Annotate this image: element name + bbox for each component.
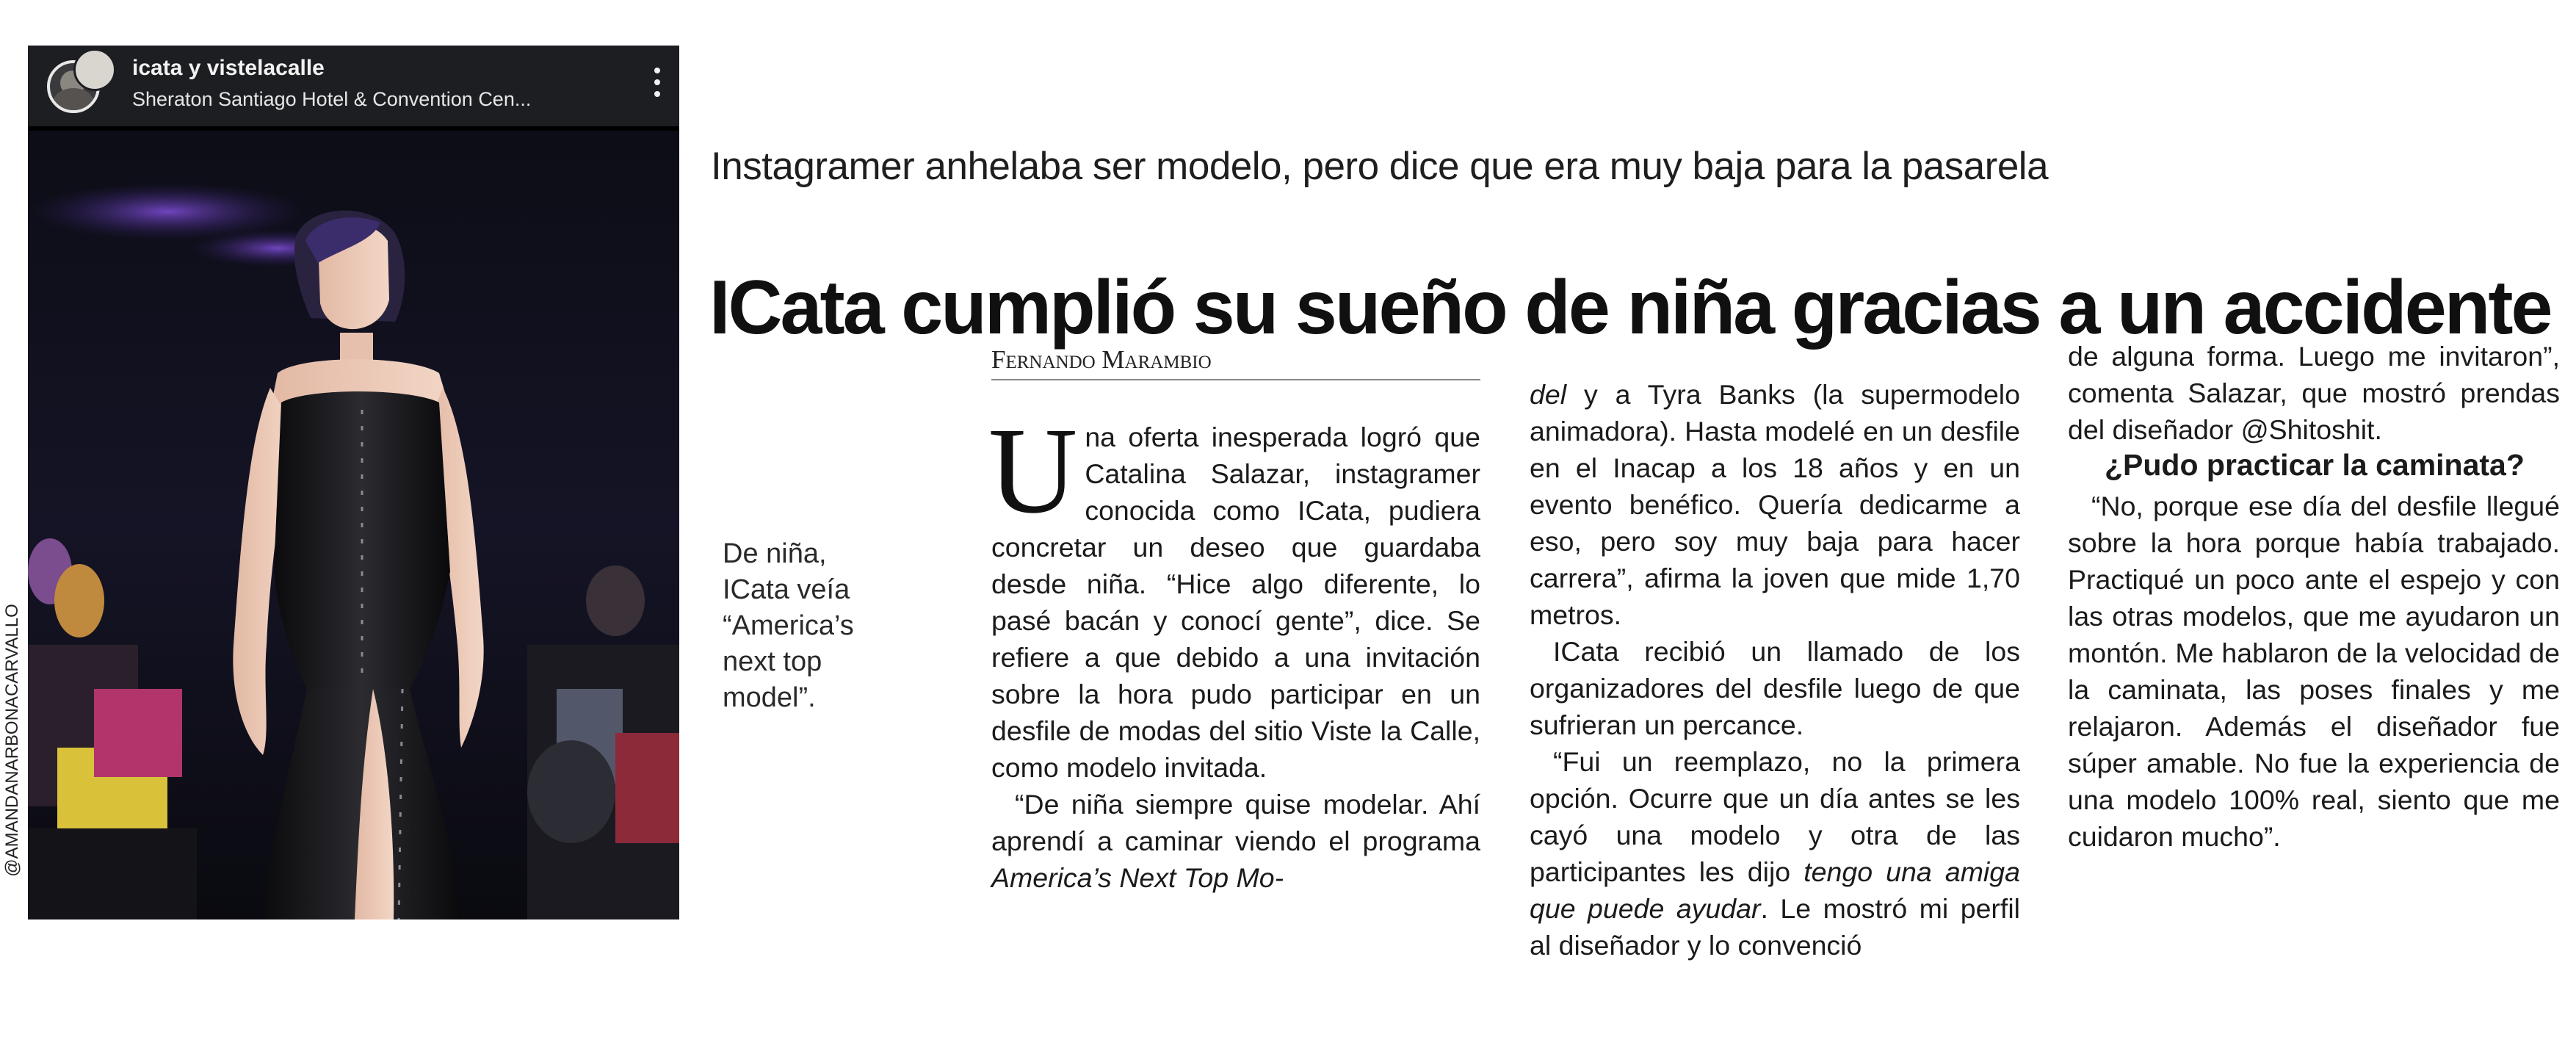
photo-credit-text: @AMANDANARBONACARVALLO bbox=[2, 604, 22, 877]
show-title-end: del bbox=[1530, 379, 1567, 410]
instagram-photo bbox=[28, 46, 679, 919]
interview-question: ¿Pudo practicar la caminata? bbox=[2105, 448, 2525, 482]
collab-avatar[interactable] bbox=[73, 48, 116, 91]
show-title: America’s Next Top Mo- bbox=[991, 862, 1284, 893]
drop-cap: U bbox=[988, 402, 1078, 539]
more-vertical-icon[interactable] bbox=[648, 65, 666, 101]
location-link[interactable]: Sheraton Santiago Hotel & Convention Cen... bbox=[132, 88, 532, 110]
article-column-1 bbox=[988, 402, 1480, 896]
article-paragraph: de alguna forma. Luego me invitaron”, comenta Salazar, que mostró prendas del diseñador @Shitoshit. bbox=[2068, 341, 2560, 445]
article-paragraph: “Fui un reemplazo, no la primera opción. Ocurre que un día antes se les cayó una modelo y otra de las participantes les dijo tengo una amiga que puede ayudar. Le mostró mi perfil al diseñador y lo convenció bbox=[1530, 746, 2021, 961]
article-paragraph: del y a Tyra Banks (la supermodelo animadora). Hasta modelé en un desfile en el Inacap a los 18 años y en un evento benéfico. Quería dedicarme a eso, pero soy muy baja para hacer carrera”, afirma la joven que mide 1,70 metros. bbox=[1530, 379, 2020, 630]
runway-model-photo bbox=[28, 131, 679, 919]
article-column-3 bbox=[2068, 338, 2560, 855]
quote-italic: tengo una amiga que puede ayudar bbox=[1530, 856, 2020, 924]
article-paragraph: ICata recibió un llamado de los organizadores del desfile luego de que sufrieran un percance. bbox=[1530, 636, 2020, 740]
article-column-2 bbox=[1530, 376, 2020, 964]
photo-credit bbox=[1, 558, 23, 922]
byline: Fernando Marambio bbox=[991, 345, 1480, 380]
kicker: Instagramer anhelaba ser modelo, pero dice que era muy baja para la pasarela bbox=[711, 145, 2049, 188]
account-name[interactable]: icata y vistelacalle bbox=[132, 56, 325, 80]
article-paragraph: “De niña siempre quise modelar. Ahí aprendí a caminar viendo el programa America’s Next Top Mo- bbox=[991, 789, 1480, 893]
instagram-header bbox=[28, 46, 679, 131]
photo-caption: De niña, ICata veía “America’s next top model”. bbox=[723, 538, 854, 713]
article-paragraph: “No, porque ese día del desfile llegué sobre la hora porque había trabajado. Practiqué un poco ante el espejo y con las otras modelos, que me ayudaron un montón. Me hablaron de la velocidad de la caminata, las poses finales y me relajaron. Además el diseñador fue súper amable. No fue la experiencia de una modelo 100% real, siento que me cuidaron mucho”. bbox=[2068, 491, 2560, 852]
headline: ICata cumplió su sueño de niña gracias a un accidente bbox=[709, 264, 2551, 350]
article-paragraph: Una oferta inesperada logró que Catalina Salazar, instagramer conocida como ICata, pudiera concretar un deseo que guardaba desde niña. “Hice algo diferente, lo pasé bacán y conocí gente”, dice. Se refiere a que debido a una invitación sobre la hora pudo participar en un desfile de modas del sitio Viste la Calle, como modelo invitada. bbox=[988, 402, 1480, 783]
